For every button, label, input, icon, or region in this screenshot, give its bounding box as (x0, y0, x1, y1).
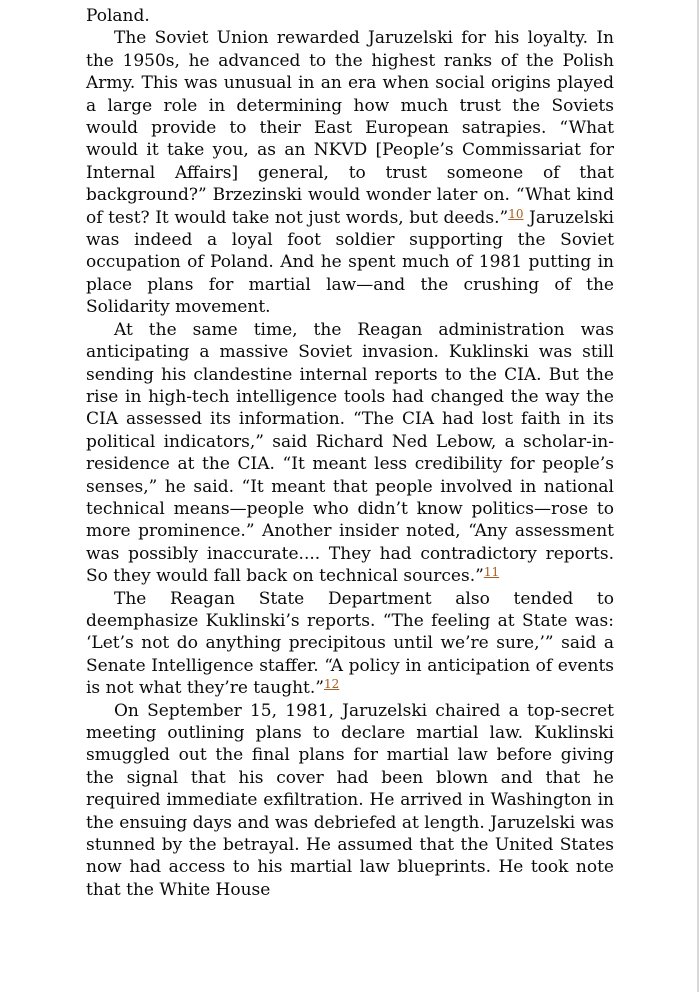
page-edge-divider (697, 0, 699, 992)
footnote-link-11[interactable]: 11 (483, 565, 500, 580)
paragraph-text: On September 15, 1981, Jaruzelski chaired a top-secret meeting outlining plans to declare martial law. Kuklinski smuggled out the final plans for martial law before giving the signal that his cover had been blown and that he required immediate exfiltration. He arrived in Washington in the ensuing days and was debriefed at length. Jaruzelski was stunned by the betrayal. He assumed that the United States now had access to his martial law blueprints. He took note that the White House (86, 700, 614, 900)
paragraph (86, 700, 614, 902)
paragraph-text: The Soviet Union rewarded Jaruzelski for his loyalty. In the 1950s, he advanced to the highest ranks of the Polish Army. This was unusual in an era when social origins played a large role in determining how much trust the Soviets would provide to their East European satrapies. “What would it take you, as an NKVD [People’s Commissariat for Internal Affairs] general, to trust someone of that background?” Brzezinski would wonder later on. “What kind of test? It would take not just words, but deeds.” (86, 28, 614, 228)
paragraph-text: At the same time, the Reagan administration was anticipating a massive Soviet invasion. Kuklinski was still sending his clandestine internal reports to the CIA. But the rise in high-tech intelligence tools had changed the way the CIA assessed its information. “The CIA had lost faith in its political indicators,” said Richard Ned Lebow, a scholar-in-residence at the CIA. “It meant less credibility for people’s senses,” he said. “It meant that people involved in national technical means—people who didn’t know politics—rose to more prominence.” Another insider noted, “Any assessment was possibly inaccurate.... They had contradictory reports. So they would fall back on technical sources.” (86, 319, 614, 587)
paragraph-text: Poland. (86, 6, 150, 26)
footnote-link-10[interactable]: 10 (508, 206, 524, 221)
paragraph (86, 588, 614, 700)
paragraph-text: The Reagan State Department also tended to deemphasize Kuklinski’s reports. “The feeling at State was: ‘Let’s not do anything precipitous until we’re sure,’” said a Senate Intelligence staffer. “A policy in anticipation of events is not what they’re taught.” (86, 588, 614, 699)
paragraph (86, 319, 614, 588)
page-text (86, 5, 614, 901)
footnote-link-12[interactable]: 12 (323, 677, 340, 692)
paragraph-text: Jaruzelski was indeed a loyal foot soldier supporting the Soviet occupation of Poland. And he spent much of 1981 putting in place plans for martial law—and the crushing of the Solidarity movement. (86, 207, 614, 318)
paragraph (86, 27, 614, 318)
paragraph (86, 5, 614, 27)
